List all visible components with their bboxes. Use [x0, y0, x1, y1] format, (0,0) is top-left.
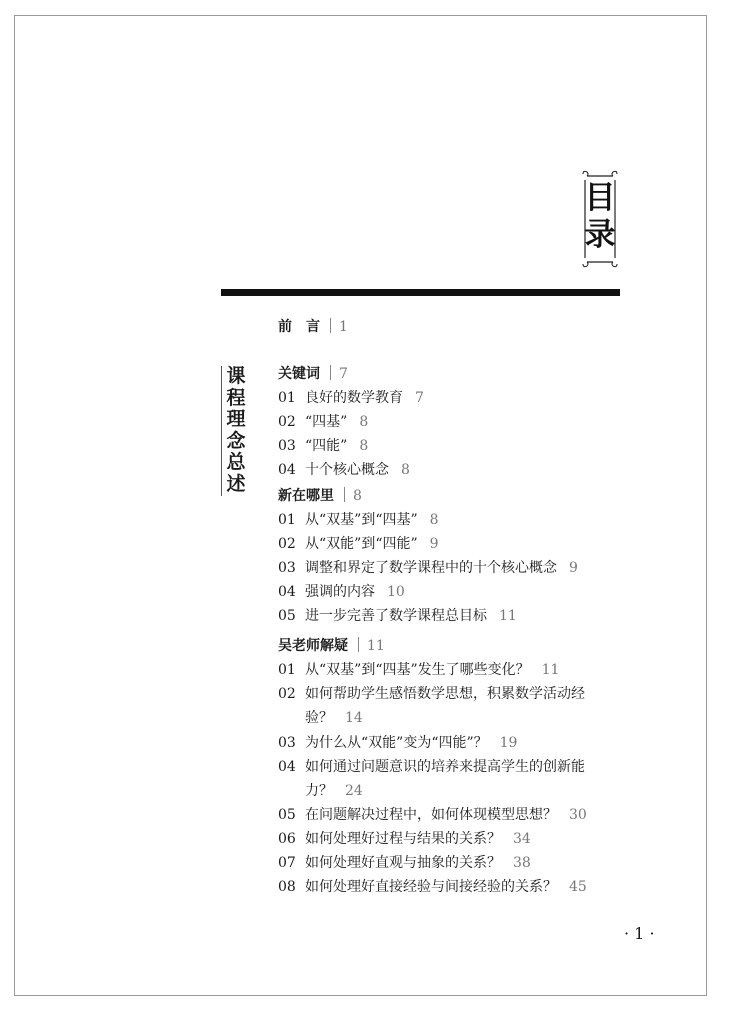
toc-item[interactable]: 01 从“双基”到“四基”发生了哪些变化？ 11 [278, 662, 560, 678]
section-heading[interactable]: 吴老师解疑 11 [278, 638, 385, 654]
toc-item[interactable]: 02 “四基” 8 [278, 414, 369, 430]
side-char: 念 [226, 429, 246, 452]
toc-item[interactable]: 02 如何帮助学生感悟数学思想，积累数学活动经 [278, 686, 585, 702]
side-char: 理 [226, 408, 246, 430]
side-char: 总 [226, 451, 246, 473]
side-label-divider [221, 366, 222, 496]
section-heading[interactable]: 关键词 7 [278, 366, 348, 382]
side-char: 程 [226, 386, 246, 409]
page-number: · 1 · [624, 924, 655, 943]
toc-item[interactable]: 02 从“双能”到“四能” 9 [278, 536, 439, 552]
preface-page: 1 [339, 319, 348, 335]
toc-item-continuation[interactable]: 验？ 14 [305, 710, 363, 726]
preface-label: 前 言 [278, 319, 320, 335]
toc-item[interactable]: 08 如何处理好直接经验与间接经验的关系？ 45 [278, 879, 587, 895]
toc-item[interactable]: 01 从“双基”到“四基” 8 [278, 512, 439, 528]
title-char-1: 目 [584, 180, 616, 216]
toc-item[interactable]: 04 如何通过问题意识的培养来提高学生的创新能 [278, 759, 585, 775]
side-char: 述 [226, 472, 246, 495]
toc-title-box [581, 170, 619, 268]
title-char-2: 录 [584, 217, 616, 253]
toc-item[interactable]: 06 如何处理好过程与结果的关系？ 34 [278, 831, 531, 847]
heading-rule [221, 289, 620, 296]
toc-item[interactable]: 07 如何处理好直观与抽象的关系？ 38 [278, 855, 531, 871]
toc-item[interactable]: 01 良好的数学教育 7 [278, 390, 424, 406]
toc-item[interactable]: 03 调整和界定了数学课程中的十个核心概念 9 [278, 560, 578, 576]
toc-item-continuation[interactable]: 力？ 24 [305, 783, 363, 799]
side-label [224, 366, 248, 495]
toc-preface[interactable] [278, 317, 348, 337]
toc-title [581, 180, 619, 254]
toc-item[interactable]: 04 十个核心概念 8 [278, 462, 410, 478]
side-char: 课 [226, 365, 246, 387]
toc-item[interactable]: 03 为什么从“双能”变为“四能”？ 19 [278, 735, 518, 751]
toc-item[interactable]: 03 “四能” 8 [278, 438, 369, 454]
section-heading[interactable]: 新在哪里 8 [278, 488, 362, 504]
toc-item[interactable]: 05 在问题解决过程中，如何体现模型思想？ 30 [278, 807, 587, 823]
toc-item[interactable]: 04 强调的内容 10 [278, 584, 405, 600]
toc-item[interactable]: 05 进一步完善了数学课程总目标 11 [278, 608, 517, 624]
